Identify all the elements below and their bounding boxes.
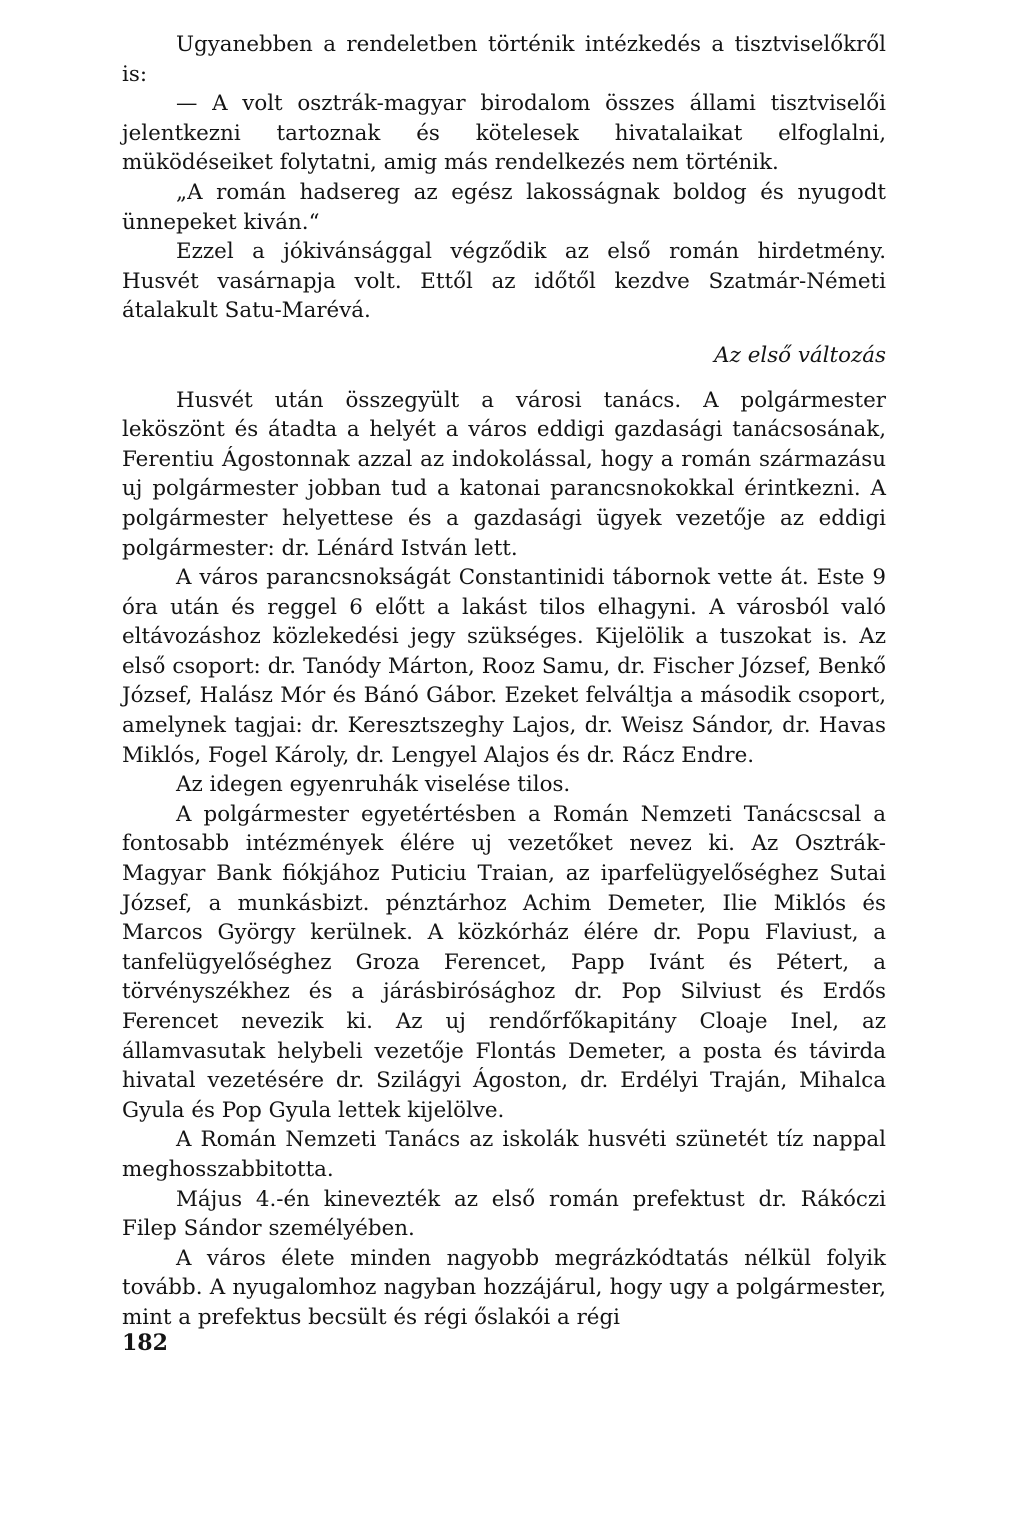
body-text [122,30,886,1333]
paragraph: — A volt osztrák-magyar birodalom összes állami tisztviselői jelentkezni tartoznak és kötelesek hivatalaikat elfoglalni, müködéseiket folytatni, amig más rendelkezés nem történik. [122,91,886,176]
paragraph: Husvét után összegyült a városi tanács. A polgármester leköszönt és átadta a helyét a város eddigi gazdasági tanácsosának, Ferentiu Ágostonnak azzal az indokolással, hogy a román származásu uj polgármester jobban tud a katonai parancsnokokkal érintkezni. A polgármester helyettese és a gazdasági ügyek vezetője az eddigi polgármester: dr. Lénárd István lett. [122,387,886,561]
paragraph: Az idegen egyenruhák viselése tilos. [176,772,571,798]
page-number: 182 [122,1330,168,1356]
paragraph: A Román Nemzeti Tanács az iskolák husvéti szünetét tíz nappal meghosszabbitotta. [122,1127,886,1182]
paragraph: A város parancsnokságát Constantinidi tábornok vette át. Este 9 óra után és reggel 6 előtt a lakást tilos elhagyni. A városból való eltávozáshoz közlekedési jegy szükséges. Kijelölik a tuszokat is. Az első csoport: dr. Tanódy Márton, Rooz Samu, dr. Fischer József, Benkő József, Halász Mór és Bánó Gábor. Ezeket felváltja a második csoport, amelynek tagjai: dr. Keresztszeghy Lajos, dr. Weisz Sándor, dr. Havas Miklós, Fogel Károly, dr. Lengyel Alajos és dr. Rácz Endre. [122,565,886,768]
paragraph: A város élete minden nagyobb megrázkódtatás nélkül folyik tovább. A nyugalomhoz nagyban hozzájárul, hogy ugy a polgármester, mint a prefektus becsült és régi őslakói a régi [122,1245,886,1330]
section-heading: Az első változás [714,342,886,368]
paragraph: Ezzel a jókivánsággal végződik az első román hirdetmény. Husvét vasárnapja volt. Ettől az időtől kezdve Szatmár-Németi átalakult Satu-Marévá. [122,239,886,324]
paragraph: Ugyanebben a rendeletben történik intézkedés a tisztviselőkről is: [122,32,886,87]
paragraph: A polgármester egyetértésben a Román Nemzeti Tanácscsal a fontosabb intézmények élére uj vezetőket nevez ki. Az Osztrák-Magyar Bank fiókjához Puticiu Traian, az iparfelügyelőséghez Sutai József, a munkásbizt. pénztárhoz Achim Demeter, Ilie Miklós és Marcos György kerülnek. A közkórház élére dr. Popu Flaviust, a tanfelügyelőséghez Groza Ferencet, Papp Ivánt és Pétert, a törvényszékhez és a járásbirósághoz dr. Pop Silviust és Erdős Ferencet nevezik ki. Az uj rendőrfőkapitány Cloaje Inel, az államvasutak helybeli vezetője Flontás Demeter, a posta és távirda hivatal vezetésére dr. Szilágyi Ágoston, dr. Erdélyi Traján, Mihalca Gyula és Pop Gyula lettek kijelölve. [122,801,886,1123]
paragraph: Május 4.-én kinevezték az első román prefektust dr. Rákóczi Filep Sándor személyében. [122,1186,886,1242]
paragraph: „A román hadsereg az egész lakosságnak boldog és nyugodt ünnepeket kiván.“ [122,179,886,235]
